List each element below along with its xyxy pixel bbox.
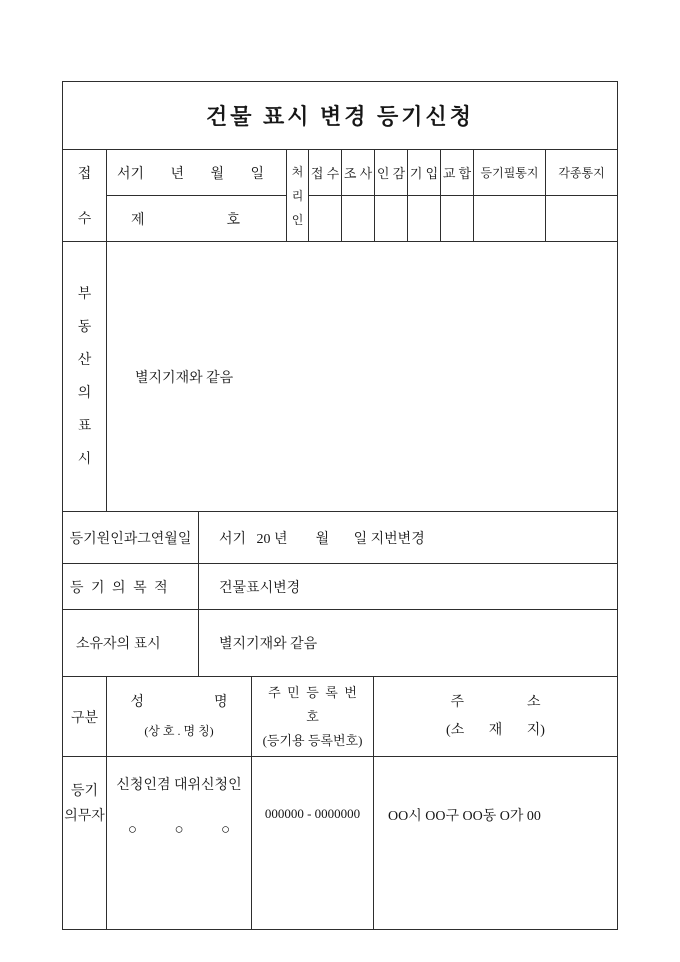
stamp-column-collation: [440, 150, 473, 241]
processor-label: 처 리 인: [286, 150, 308, 241]
property-label: 부 동 산 의 표 시: [77, 286, 92, 467]
obligor-name-circles: ○ ○ ○: [127, 822, 231, 838]
header-name: [106, 677, 251, 756]
reception-section: [63, 149, 617, 241]
date-month-label: 월: [210, 166, 224, 182]
stamp-cell: [474, 196, 545, 241]
stamp-column-completion-notice: [473, 150, 545, 241]
header-address-line1: 주 소: [450, 694, 541, 710]
obligor-name-cell: [106, 757, 251, 929]
stamp-cell: [546, 196, 617, 241]
header-regno: [251, 677, 373, 756]
header-regno-line2: 호: [306, 708, 319, 724]
stamp-column-header: 인 감: [375, 150, 407, 196]
stamp-column-header: 기 입: [408, 150, 440, 196]
date-era-label: 서기: [117, 166, 145, 182]
stamp-column-header: 교 합: [441, 150, 473, 196]
stamp-column-various-notice: [545, 150, 617, 241]
stamp-column-inspection: [341, 150, 374, 241]
stamp-cell: [408, 196, 440, 241]
stamp-cell: [309, 196, 341, 241]
date-day-label: 일: [250, 166, 264, 182]
stamp-column-entry: [407, 150, 440, 241]
header-category-label: 구분: [70, 710, 99, 726]
form-title: 건물 표시 변경 등기신청: [205, 104, 475, 129]
reception-date-number-cell: [106, 150, 286, 241]
obligor-category: [63, 757, 106, 929]
cause-row: [63, 511, 617, 563]
header-name-line1: 성 명: [130, 694, 228, 710]
reception-date-row: [107, 150, 286, 196]
header-regno-line3: (등기용 등록번호): [262, 732, 363, 748]
form-title-section: [63, 82, 617, 149]
owner-label: 소유자의 표시: [76, 637, 161, 652]
obligor-row: [63, 756, 617, 929]
obligor-address-value: OO시 OO구 OO동 O가 00: [388, 809, 541, 824]
obligor-regno: [251, 757, 373, 929]
registration-form: [62, 81, 618, 930]
stamp-cell: [375, 196, 407, 241]
number-suffix-label: 호: [226, 212, 241, 228]
stamp-column-header: 접 수: [309, 150, 341, 196]
header-category: [63, 677, 106, 756]
obligor-regno-value: 000000 - 0000000: [264, 806, 361, 821]
number-prefix-label: 제: [131, 212, 145, 228]
obligor-category-line2: 의무자: [64, 809, 105, 824]
header-name-line2: (상 호 . 명 칭): [144, 723, 214, 738]
stamp-cell: [342, 196, 374, 241]
purpose-value: 건물표시변경: [198, 564, 617, 609]
obligor-name-line: 신청인겸 대위신청인: [116, 778, 242, 793]
reception-number-row: [107, 196, 286, 241]
property-content: 별지기재와 같음: [135, 370, 234, 386]
purpose-row: [63, 563, 617, 609]
stamp-column-header: 각종통지: [546, 150, 617, 196]
stamp-cell: [441, 196, 473, 241]
property-content-cell: [106, 242, 617, 511]
header-address-line2: (소 재 지): [446, 722, 545, 738]
header-address: [373, 677, 617, 756]
date-year-label: 년: [170, 166, 185, 182]
owner-row: [63, 609, 617, 676]
cause-value: 서기 20 년 월 일 지번변경: [198, 512, 617, 563]
property-section: [63, 241, 617, 511]
stamp-grid: [308, 150, 617, 241]
owner-value: 별지기재와 같음: [198, 610, 617, 676]
stamp-column-header: 등기필통지: [474, 150, 545, 196]
obligor-category-line1: 등기: [70, 784, 99, 799]
stamp-column-seal: [374, 150, 407, 241]
party-header-row: [63, 676, 617, 756]
reception-label: 접 수: [77, 166, 92, 228]
cause-label: 등기원인과그연월일: [69, 531, 192, 547]
header-regno-line1: 주 민 등 록 번: [268, 684, 357, 700]
purpose-label: 등 기 의 목 적: [70, 580, 168, 596]
stamp-column-header: 조 사: [342, 150, 374, 196]
stamp-column-reception: [308, 150, 341, 241]
obligor-address: [373, 757, 617, 929]
